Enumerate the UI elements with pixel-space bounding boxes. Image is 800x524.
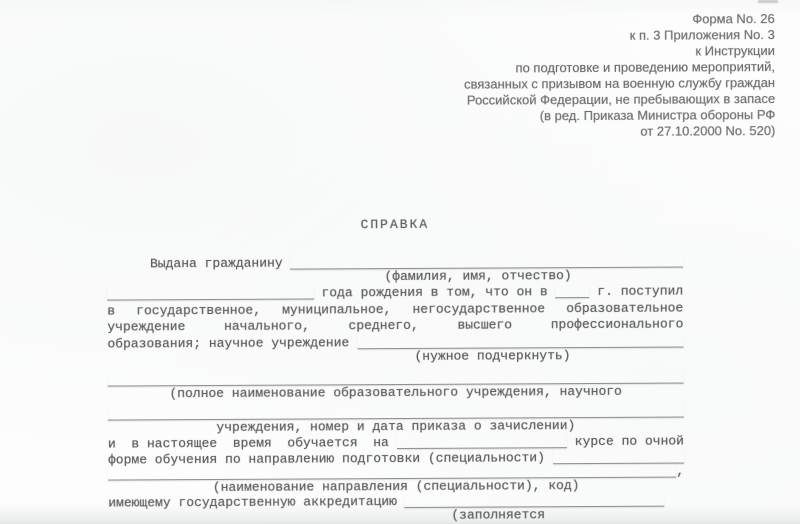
form-number-line: Форма No. 26 [692,11,775,27]
institution-caption-1: (полное наименование образовательного учреждения, научного [169,383,622,402]
institution-levels-line: учреждение начального, среднего, высшего профессионального [107,316,684,335]
blank-enrollment-year [556,284,590,298]
full-name-caption: (фамилия, имя, отчество) [384,268,572,285]
birth-year-line [107,284,683,303]
institution-caption-2: учреждения, номер и дата приказа о зачислении) [216,418,576,435]
blank-birth-year [107,285,314,300]
institution-types-line: в государственное, муниципальное, негосударственное образовательное [107,300,684,319]
appendix-line: к п. 3 Приложения No. 3 [629,27,775,43]
document-title: СПРАВКА [360,216,430,233]
specialty-label: форме обучения по направлению подготовки (специальности) [108,450,553,468]
blank-accreditation [405,493,665,508]
form-reference-header [0,0,799,143]
blank-course-number [397,434,567,449]
footer-caption: (заполняется [451,507,546,523]
edition-line-1: (в ред. Приказа Министра обороны РФ [539,107,776,124]
paragraph-indent [107,256,150,272]
issued-to-label: Выдана гражданину [149,255,291,272]
document-body [107,254,684,524]
course-fulltime-text: курсе по очной [566,433,684,450]
current-study-text: и в настоящее время обучается на [107,435,397,452]
institution-caption-row-1 [108,384,684,403]
edition-line-2: от 27.10.2000 No. 520) [640,123,776,139]
trailing-comma: , [676,463,685,479]
birth-year-text: года рождения в том, что он в [313,284,556,301]
enrolled-text: г. поступил [589,283,684,300]
underline-caption: (нужное подчеркнуть) [414,348,571,364]
blank-specialty [553,450,684,465]
instruction-desc-line-1: по подготовке и проведению мероприятий, [515,59,776,76]
accreditation-label: имеющему государственную аккредитацию [108,493,405,511]
instruction-line: к Инструкции [695,43,775,59]
instruction-desc-line-3: Российской Федерации, не пребывающих в запасе [466,91,776,108]
specialty-caption: (наименование направления (специальности), код) [212,478,580,495]
science-institution-label: образования; научное учреждение [107,335,358,352]
instruction-desc-line-2: связанных с призывом на военную службу граждан [464,75,776,92]
